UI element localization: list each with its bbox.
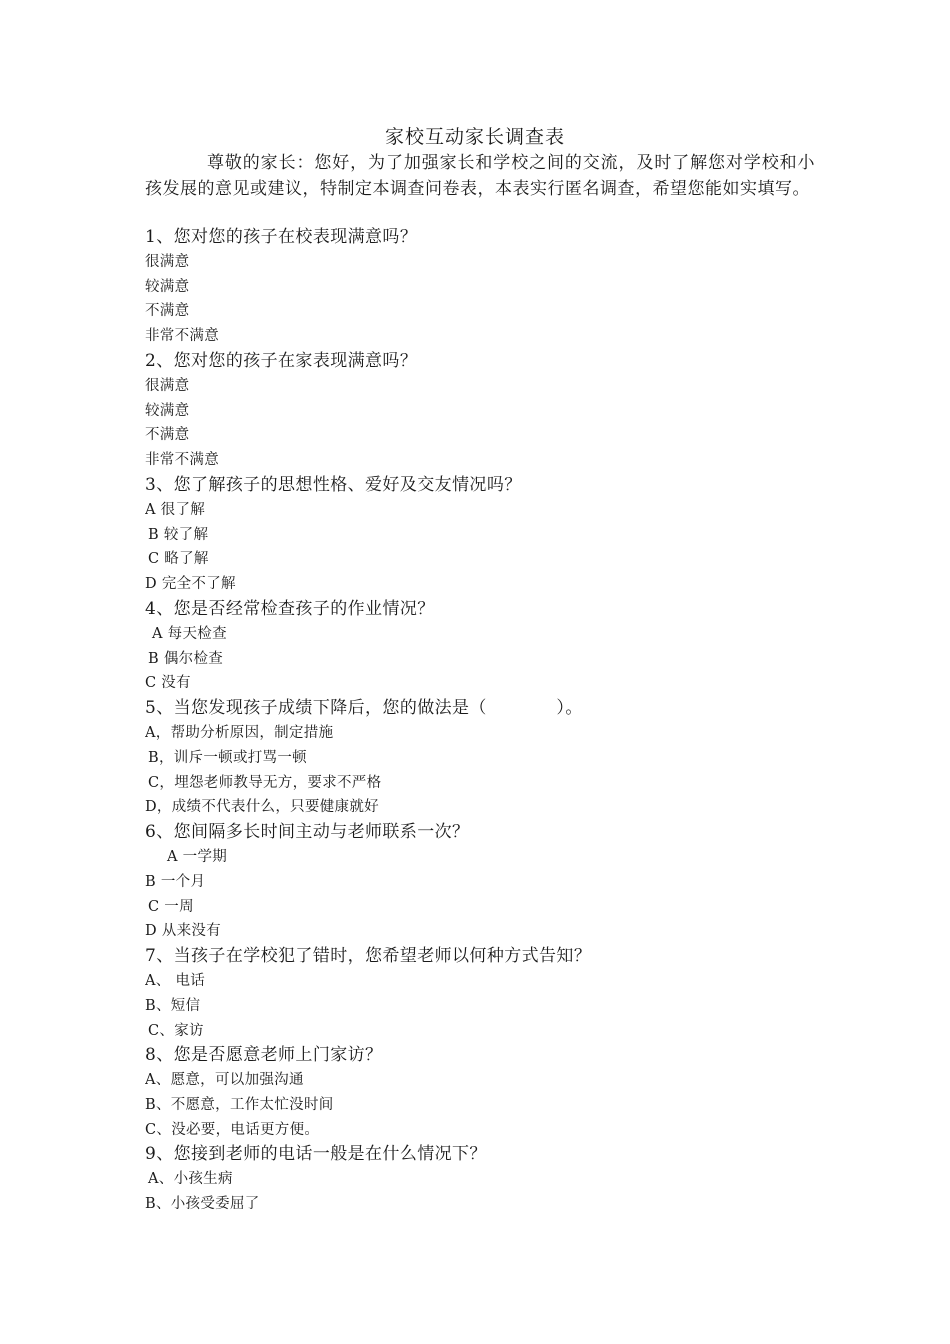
question-9-option: A、小孩生病 bbox=[148, 1171, 233, 1188]
question-5-option: D，成绩不代表什么，只要健康就好 bbox=[145, 799, 379, 816]
question-5-option: C，埋怨老师教导无方，要求不严格 bbox=[148, 774, 382, 791]
question-3-option: A 很了解 bbox=[145, 501, 206, 518]
question-4-option: A 每天检查 bbox=[152, 625, 227, 642]
question-3-option: C 略了解 bbox=[148, 551, 209, 568]
question-5-option: A，帮助分析原因，制定措施 bbox=[145, 724, 334, 741]
question-2-option: 不满意 bbox=[145, 427, 190, 444]
question-6: 6、您间隔多长时间主动与老师联系一次？ bbox=[145, 822, 470, 843]
intro-paragraph: 尊敬的家长：您好，为了加强家长和学校之间的交流，及时了解您对学校和小孩发展的意见或建议，特制定本调查问卷表，本表实行匿名调查，希望您能如实填写。 bbox=[145, 153, 815, 199]
question-6-option: B 一个月 bbox=[145, 873, 206, 890]
question-5: 5、当您发现孩子成绩下降后，您的做法是（ ）。 bbox=[145, 698, 583, 719]
question-7-option: A、 电话 bbox=[145, 972, 206, 989]
question-4-option: B 偶尔检查 bbox=[148, 650, 224, 667]
document-title: 家校互动家长调查表 bbox=[384, 126, 565, 148]
question-5-option: B，训斥一顿或打骂一顿 bbox=[148, 749, 307, 766]
question-8-option: B、不愿意，工作太忙没时间 bbox=[145, 1096, 334, 1113]
question-8-option: C、没必要，电话更方便。 bbox=[145, 1121, 320, 1138]
question-7: 7、当孩子在学校犯了错时，您希望老师以何种方式告知？ bbox=[145, 946, 592, 967]
question-3-option: B 较了解 bbox=[148, 526, 209, 543]
question-2-option: 很满意 bbox=[145, 377, 190, 394]
question-6-option: C 一周 bbox=[148, 898, 194, 915]
question-2-option: 较满意 bbox=[145, 402, 190, 419]
question-6-option: A 一学期 bbox=[167, 848, 228, 865]
question-1-option: 不满意 bbox=[145, 303, 190, 320]
question-7-option: C、家访 bbox=[148, 1022, 204, 1039]
question-3: 3、您了解孩子的思想性格、爱好及交友情况吗？ bbox=[145, 474, 522, 495]
question-1-option: 非常不满意 bbox=[145, 328, 219, 345]
question-2-option: 非常不满意 bbox=[145, 452, 219, 469]
question-1-option: 很满意 bbox=[145, 253, 190, 270]
question-7-option: B、短信 bbox=[145, 997, 201, 1014]
question-8-option: A、愿意，可以加强沟通 bbox=[145, 1072, 304, 1089]
question-9-option: B、小孩受委屈了 bbox=[145, 1196, 260, 1213]
question-4-option: C 没有 bbox=[145, 675, 191, 692]
question-1-option: 较满意 bbox=[145, 278, 190, 295]
questionnaire bbox=[145, 225, 825, 1217]
question-2: 2、您对您的孩子在家表现满意吗？ bbox=[145, 350, 418, 371]
question-4: 4、您是否经常检查孩子的作业情况？ bbox=[145, 598, 435, 619]
question-8: 8、您是否愿意老师上门家访？ bbox=[145, 1045, 383, 1066]
question-6-option: D 从来没有 bbox=[145, 923, 222, 940]
question-1: 1、您对您的孩子在校表现满意吗？ bbox=[145, 227, 418, 247]
question-9: 9、您接到老师的电话一般是在什么情况下？ bbox=[145, 1144, 487, 1165]
question-3-option: D 完全不了解 bbox=[145, 576, 236, 593]
